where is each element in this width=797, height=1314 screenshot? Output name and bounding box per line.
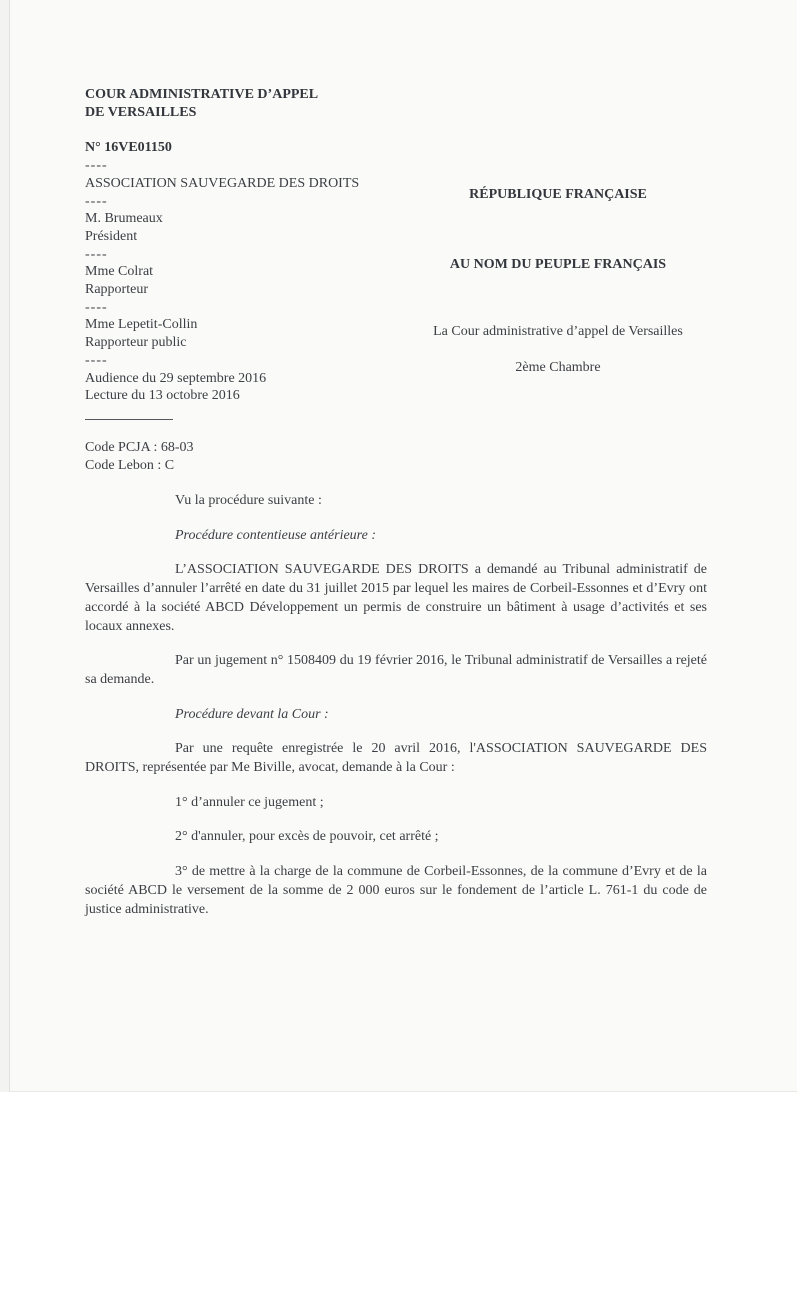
- republic-heading: RÉPUBLIQUE FRANÇAISE: [469, 187, 647, 202]
- applicant-name: ASSOCIATION SAUVEGARDE DES DROITS: [85, 175, 360, 191]
- paragraph-judgment: Par un jugement n° 1508409 du 19 février 2016, le Tribunal administratif de Versailles a rejeté sa demande.: [85, 653, 707, 687]
- president-name: M. Brumeaux: [85, 211, 163, 227]
- codes-block: [85, 439, 430, 474]
- paragraph-claim: L’ASSOCIATION SAUVEGARDE DES DROITS a demandé au Tribunal administratif de Versailles d’annuler l’arrêté en date du 31 juillet 2015 par lequel les maires de Corbeil-Essonnes et d’Evry ont accordé à la société ABCD Développement un permis de construire un bâtiment à usage d’activités et ses locaux annexes.: [85, 562, 707, 634]
- court-procedure-title: Procédure devant la Cour :: [175, 706, 329, 722]
- court-name-line1: COUR ADMINISTRATIVE D’APPEL: [85, 87, 319, 102]
- lecture-date: Lecture du 13 octobre 2016: [85, 388, 240, 404]
- separator-3: ----: [85, 246, 108, 262]
- prior-procedure-title: Procédure contentieuse antérieure :: [175, 527, 376, 543]
- case-number: N° 16VE01150: [85, 140, 172, 156]
- rapporteur-name: Mme Colrat: [85, 264, 154, 280]
- request-item-2: 2° d'annuler, pour excès de pouvoir, cet arrêté ;: [175, 829, 439, 845]
- audience-date: Audience du 29 septembre 2016: [85, 370, 267, 386]
- court-name-line2: DE VERSAILLES: [85, 104, 197, 120]
- paragraph-request: Par une requête enregistrée le 20 avril 2016, l'ASSOCIATION SAUVEGARDE DES DROITS, représentée par Me Biville, avocat, demande à la Cour :: [85, 741, 707, 776]
- section-divider: [85, 419, 173, 420]
- case-block: [85, 139, 430, 405]
- code-lebon: Code Lebon : C: [85, 457, 175, 473]
- decision-body: [85, 492, 707, 935]
- separator-2: ----: [85, 193, 108, 209]
- request-item-1: 1° d’annuler ce jugement ;: [175, 794, 324, 810]
- motto-heading: AU NOM DU PEUPLE FRANÇAIS: [449, 257, 667, 272]
- separator-5: ----: [85, 352, 108, 368]
- page-edge-line: [0, 0, 10, 1092]
- request-item-3: 3° de mettre à la charge de la commune de Corbeil-Essonnes, de la commune d’Evry et de la société ABCD le versement de la somme de 2 000 euros sur le fondement de l’article L. 761-1 du code de justice administrative.: [85, 864, 707, 917]
- rapporteur-title: Rapporteur: [85, 282, 148, 298]
- president-title: Président: [85, 228, 138, 244]
- code-pcja: Code PCJA : 68-03: [85, 439, 194, 455]
- chamber-heading: 2ème Chambre: [515, 360, 601, 375]
- court-heading: La Cour administrative d’appel de Versailles: [433, 324, 683, 339]
- separator-1: ----: [85, 158, 108, 174]
- rapporteur-public-name: Mme Lepetit-Collin: [85, 317, 198, 333]
- rapporteur-public-title: Rapporteur public: [85, 335, 187, 351]
- procedure-intro: Vu la procédure suivante :: [175, 493, 322, 508]
- separator-4: ----: [85, 299, 108, 315]
- header-left-column: [85, 86, 430, 474]
